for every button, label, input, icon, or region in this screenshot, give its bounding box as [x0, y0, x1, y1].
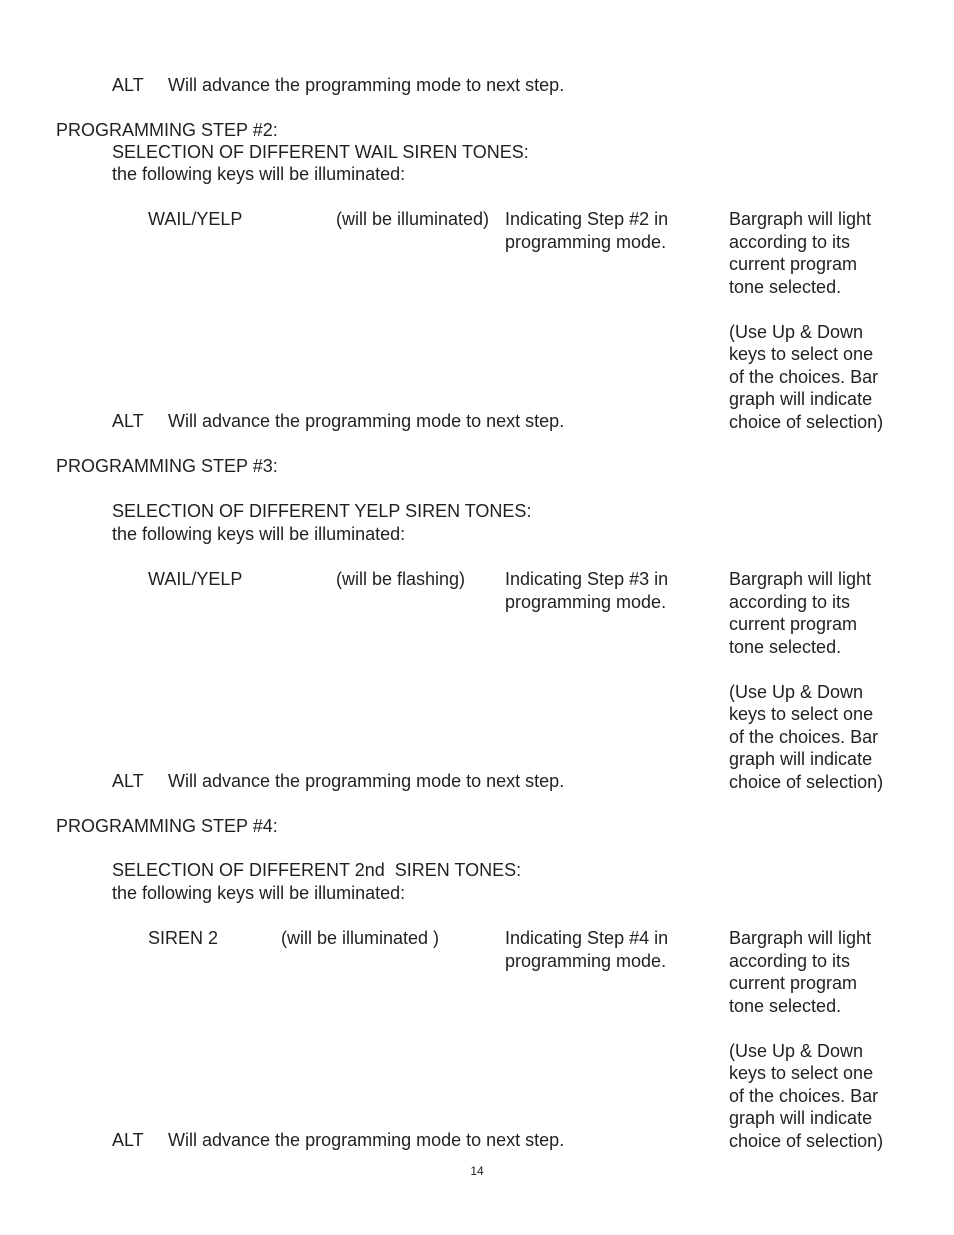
- alt-text: Will advance the programming mode to next step.: [168, 771, 565, 791]
- step-heading: PROGRAMMING STEP #2:: [56, 120, 278, 140]
- instruction-line: of the choices. Bar: [729, 366, 879, 387]
- alt-key: ALT: [112, 1130, 144, 1150]
- bargraph-line: Bargraph will light: [729, 209, 872, 229]
- intro-alt-key: ALT: [112, 75, 144, 95]
- instruction-line: keys to select one: [729, 344, 874, 364]
- bargraph-line: current program: [729, 614, 858, 634]
- alt-key: ALT: [112, 411, 144, 431]
- indicating-text: [505, 927, 668, 972]
- step-subtitle: the following keys will be illuminated:: [112, 164, 406, 184]
- key-name: WAIL/YELP: [148, 569, 243, 589]
- indicating-line: Indicating Step #4 in: [505, 928, 669, 948]
- instruction-line: (Use Up & Down: [729, 1040, 864, 1061]
- instruction-line: graph will indicate: [729, 749, 873, 769]
- bargraph-line: according to its: [729, 591, 851, 612]
- indicating-line: programming mode.: [505, 591, 667, 612]
- key-name: SIREN 2: [148, 928, 219, 948]
- bargraph-line: current program: [729, 254, 858, 274]
- instruction-line: graph will indicate: [729, 389, 873, 409]
- indicating-text: [505, 568, 668, 613]
- alt-key: ALT: [112, 771, 144, 791]
- indicating-line: Indicating Step #2 in: [505, 209, 669, 229]
- indicating-text: [505, 208, 668, 253]
- bargraph-line: Bargraph will light: [729, 569, 872, 589]
- instruction-line: (Use Up & Down: [729, 681, 864, 702]
- bargraph-note: [729, 208, 883, 433]
- bargraph-line: tone selected.: [729, 276, 842, 297]
- step-heading: PROGRAMMING STEP #4:: [56, 816, 278, 836]
- key-state: (will be illuminated): [336, 209, 490, 229]
- indicating-line: Indicating Step #3 in: [505, 569, 669, 589]
- bargraph-line: according to its: [729, 231, 851, 252]
- intro-alt-text: Will advance the programming mode to next step.: [168, 75, 565, 95]
- bargraph-line: current program: [729, 973, 858, 993]
- bargraph-note: [729, 927, 883, 1152]
- step-title: SELECTION OF DIFFERENT 2nd SIREN TONES:: [112, 860, 522, 880]
- bargraph-line: tone selected.: [729, 636, 842, 657]
- bargraph-line: according to its: [729, 950, 851, 971]
- instruction-line: keys to select one: [729, 1063, 874, 1083]
- bargraph-note: [729, 568, 883, 793]
- instruction-line: graph will indicate: [729, 1108, 873, 1128]
- step-subtitle: the following keys will be illuminated:: [112, 883, 406, 903]
- alt-text: Will advance the programming mode to next step.: [168, 411, 565, 431]
- key-state: (will be flashing): [336, 569, 466, 589]
- alt-text: Will advance the programming mode to next step.: [168, 1130, 565, 1150]
- instruction-line: of the choices. Bar: [729, 1085, 879, 1106]
- key-state: (will be illuminated ): [281, 928, 440, 948]
- instruction-line: (Use Up & Down: [729, 321, 864, 342]
- instruction-line: keys to select one: [729, 704, 874, 724]
- indicating-line: programming mode.: [505, 231, 667, 252]
- step-title: SELECTION OF DIFFERENT WAIL SIREN TONES:: [112, 142, 529, 162]
- instruction-line: choice of selection): [729, 1130, 884, 1151]
- step-title: SELECTION OF DIFFERENT YELP SIREN TONES:: [112, 501, 532, 521]
- bargraph-line: tone selected.: [729, 995, 842, 1016]
- instruction-line: choice of selection): [729, 411, 884, 432]
- instruction-line: of the choices. Bar: [729, 726, 879, 747]
- key-name: WAIL/YELP: [148, 209, 243, 229]
- indicating-line: programming mode.: [505, 950, 667, 971]
- step-subtitle: the following keys will be illuminated:: [112, 524, 406, 544]
- bargraph-line: Bargraph will light: [729, 928, 872, 948]
- instruction-line: choice of selection): [729, 771, 884, 792]
- step-heading: PROGRAMMING STEP #3:: [56, 456, 278, 476]
- page-number: 14: [470, 1164, 484, 1178]
